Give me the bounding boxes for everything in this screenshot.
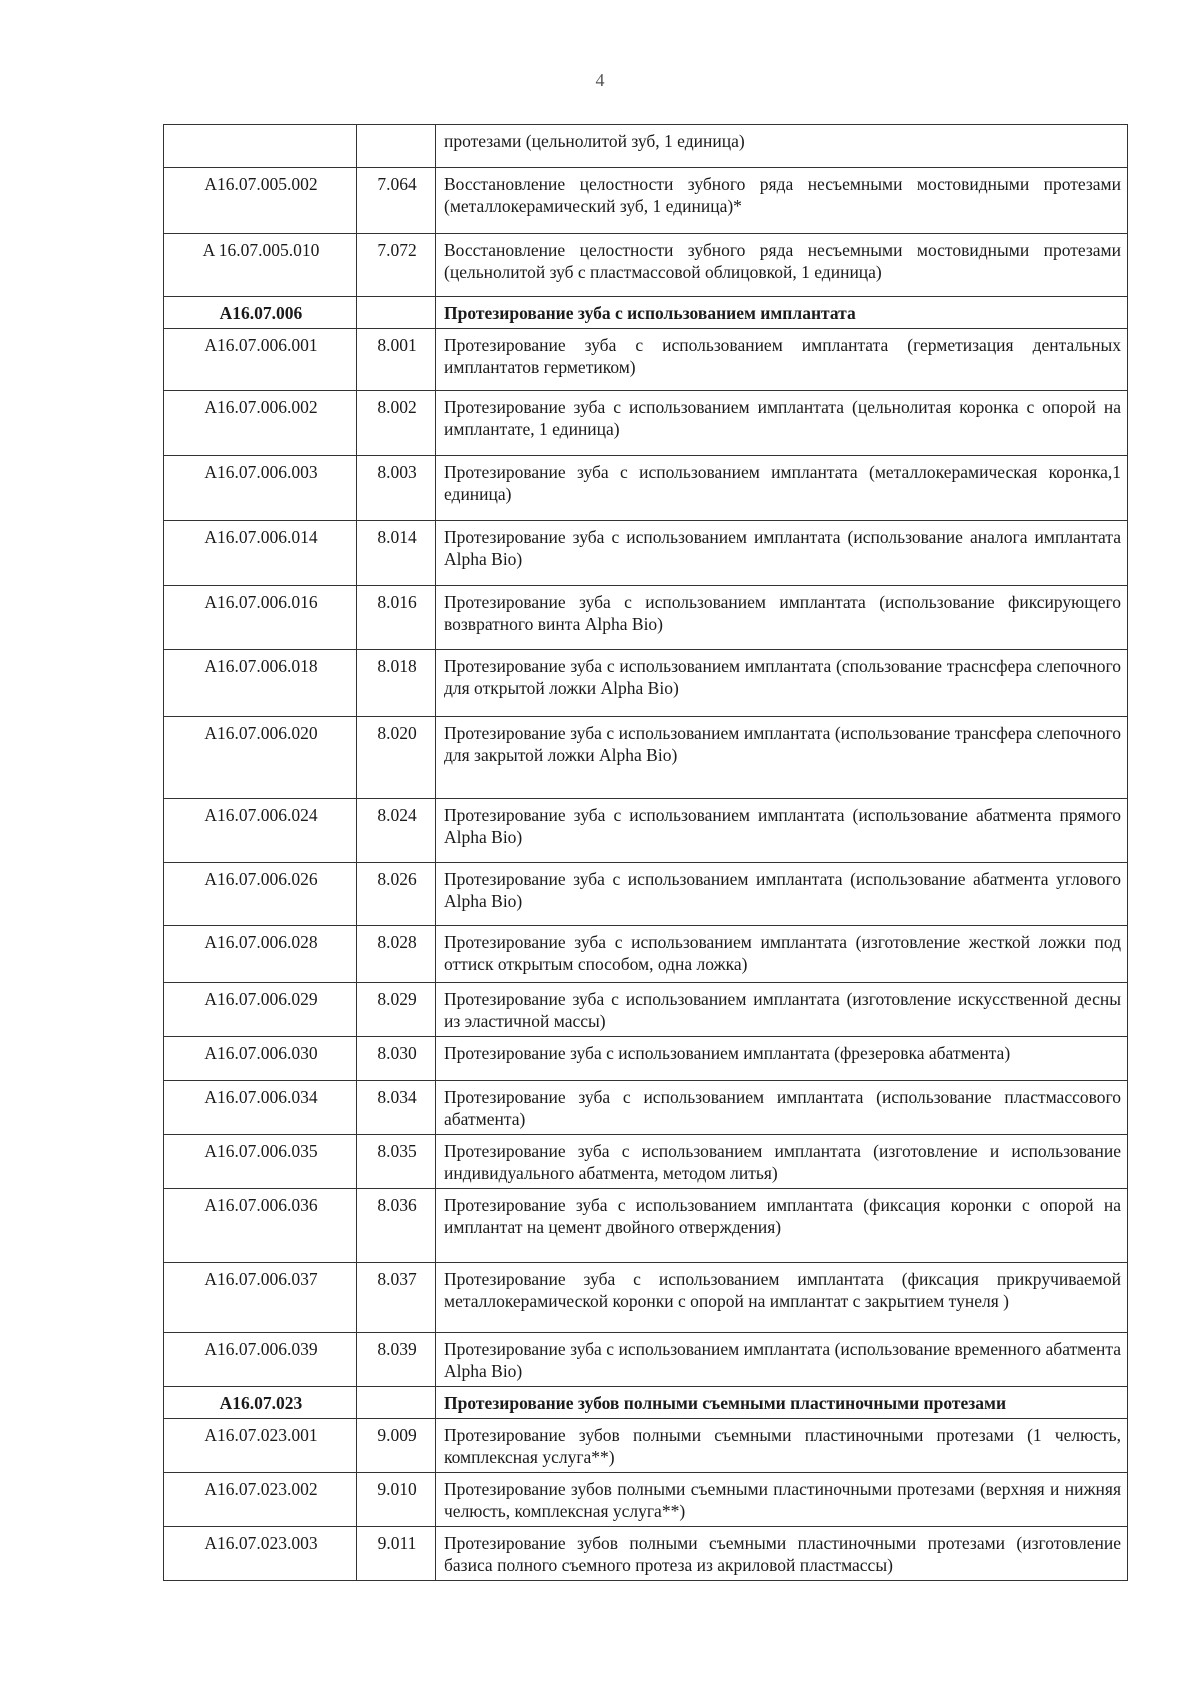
service-code-cell: A16.07.006.035 — [164, 1135, 357, 1189]
service-code-cell: A16.07.006.034 — [164, 1081, 357, 1135]
service-description-cell: Протезирование зуба с использованием имплантата (использование аналога имплантата Alpha Bio) — [436, 521, 1128, 586]
price-list-number-cell: 8.024 — [357, 799, 436, 863]
table-row — [164, 1037, 1128, 1081]
table-row — [164, 456, 1128, 521]
service-code-cell — [164, 125, 357, 168]
service-description-cell: Протезирование зуба с использованием имплантата (металлокерамическая коронка,1 единица) — [436, 456, 1128, 521]
section-header-row — [164, 297, 1128, 329]
table-row — [164, 234, 1128, 297]
service-description-cell: Протезирование зуба с использованием имплантата (использование пластмассового абатмента) — [436, 1081, 1128, 1135]
price-list-number-cell — [357, 1387, 436, 1419]
service-code-cell: A16.07.023.001 — [164, 1419, 357, 1473]
table-row — [164, 521, 1128, 586]
price-list-number-cell: 7.064 — [357, 168, 436, 234]
table-row — [164, 391, 1128, 456]
service-description-cell: Протезирование зуба с использованием имплантата (фиксация коронки с опорой на имплантат на цемент двойного отверждения) — [436, 1189, 1128, 1263]
table-row — [164, 1189, 1128, 1263]
table-row — [164, 926, 1128, 983]
price-list-number-cell: 8.034 — [357, 1081, 436, 1135]
table-row — [164, 329, 1128, 391]
price-list-number-cell: 8.020 — [357, 717, 436, 799]
service-code-cell: A16.07.006.036 — [164, 1189, 357, 1263]
service-code-cell: A16.07.006.037 — [164, 1263, 357, 1333]
price-list-number-cell: 9.010 — [357, 1473, 436, 1527]
service-code-cell: A16.07.006.016 — [164, 586, 357, 650]
service-description-cell: Протезирование зубов полными съемными пластиночными протезами (верхняя и нижняя челюсть, комплексная услуга**) — [436, 1473, 1128, 1527]
service-description-cell: Протезирование зуба с использованием имплантата (спользование траснсфера слепочного для открытой ложки Alpha Bio) — [436, 650, 1128, 717]
price-list-number-cell: 9.011 — [357, 1527, 436, 1581]
service-description-cell: Протезирование зуба с использованием имплантата (использование абатмента прямого Alpha Bio) — [436, 799, 1128, 863]
price-list-number-cell — [357, 297, 436, 329]
price-table — [163, 124, 1128, 1581]
table-row — [164, 863, 1128, 926]
table-row — [164, 168, 1128, 234]
service-code-cell: A16.07.006 — [164, 297, 357, 329]
table-row — [164, 650, 1128, 717]
service-code-cell: A16.07.006.020 — [164, 717, 357, 799]
service-description-cell: Протезирование зуба с использованием имплантата (использование временного абатмента Alpha Bio) — [436, 1333, 1128, 1387]
price-table-body — [164, 125, 1128, 1581]
price-list-number-cell: 8.037 — [357, 1263, 436, 1333]
price-list-number-cell: 8.003 — [357, 456, 436, 521]
service-description-cell: Протезирование зуба с использованием имплантата — [436, 297, 1128, 329]
service-code-cell: A16.07.006.014 — [164, 521, 357, 586]
price-list-number-cell: 8.018 — [357, 650, 436, 717]
table-row — [164, 586, 1128, 650]
service-description-cell: Протезирование зуба с использованием имплантата (герметизация дентальных имплантатов герметиком) — [436, 329, 1128, 391]
service-description-cell: Протезирование зуба с использованием имплантата (использование фиксирующего возвратного винта Alpha Bio) — [436, 586, 1128, 650]
table-row — [164, 1473, 1128, 1527]
service-description-cell: Протезирование зуба с использованием имплантата (фрезеровка абатмента) — [436, 1037, 1128, 1081]
price-list-number-cell: 8.028 — [357, 926, 436, 983]
service-code-cell: A16.07.006.001 — [164, 329, 357, 391]
service-description-cell: Протезирование зуба с использованием имплантата (использование трансфера слепочного для закрытой ложки Alpha Bio) — [436, 717, 1128, 799]
service-code-cell: A16.07.023.002 — [164, 1473, 357, 1527]
price-list-number-cell: 8.036 — [357, 1189, 436, 1263]
service-code-cell: A16.07.006.018 — [164, 650, 357, 717]
price-list-number-cell — [357, 125, 436, 168]
service-description-cell: Протезирование зубов полными съемными пластиночными протезами — [436, 1387, 1128, 1419]
service-description-cell: Восстановление целостности зубного ряда несъемными мостовидными протезами (цельнолитой зуб с пластмассовой облицовкой, 1 единица) — [436, 234, 1128, 297]
price-list-number-cell: 8.039 — [357, 1333, 436, 1387]
price-list-number-cell: 8.016 — [357, 586, 436, 650]
service-code-cell: A16.07.006.030 — [164, 1037, 357, 1081]
table-row — [164, 717, 1128, 799]
section-header-row — [164, 1387, 1128, 1419]
service-code-cell: A 16.07.005.010 — [164, 234, 357, 297]
table-row — [164, 1135, 1128, 1189]
service-code-cell: A16.07.006.029 — [164, 983, 357, 1037]
service-code-cell: A16.07.023 — [164, 1387, 357, 1419]
service-description-cell: Восстановление целостности зубного ряда несъемными мостовидными протезами (металлокерамический зуб, 1 единица)* — [436, 168, 1128, 234]
service-code-cell: A16.07.006.039 — [164, 1333, 357, 1387]
service-description-cell: Протезирование зубов полными съемными пластиночными протезами (изготовление базиса полного съемного протеза из акриловой пластмассы) — [436, 1527, 1128, 1581]
table-row — [164, 1263, 1128, 1333]
price-list-number-cell: 8.014 — [357, 521, 436, 586]
service-description-cell: Протезирование зуба с использованием имплантата (изготовление жесткой ложки под оттиск открытым способом, одна ложка) — [436, 926, 1128, 983]
price-list-number-cell: 8.029 — [357, 983, 436, 1037]
service-description-cell: Протезирование зубов полными съемными пластиночными протезами (1 челюсть, комплексная услуга**) — [436, 1419, 1128, 1473]
price-list-number-cell: 8.035 — [357, 1135, 436, 1189]
service-code-cell: A16.07.006.003 — [164, 456, 357, 521]
service-description-cell: Протезирование зуба с использованием имплантата (использование абатмента углового Alpha Bio) — [436, 863, 1128, 926]
service-code-cell: A16.07.006.026 — [164, 863, 357, 926]
table-row — [164, 799, 1128, 863]
service-code-cell: A16.07.005.002 — [164, 168, 357, 234]
table-row — [164, 1419, 1128, 1473]
price-list-number-cell: 8.002 — [357, 391, 436, 456]
table-row — [164, 1081, 1128, 1135]
service-description-cell: Протезирование зуба с использованием имплантата (фиксация прикручиваемой металлокерамической коронки с опорой на имплантат с закрытием тунеля ) — [436, 1263, 1128, 1333]
price-list-number-cell: 8.001 — [357, 329, 436, 391]
service-description-cell: протезами (цельнолитой зуб, 1 единица) — [436, 125, 1128, 168]
table-row — [164, 983, 1128, 1037]
service-code-cell: A16.07.006.024 — [164, 799, 357, 863]
service-code-cell: A16.07.006.002 — [164, 391, 357, 456]
table-row — [164, 125, 1128, 168]
price-list-number-cell: 9.009 — [357, 1419, 436, 1473]
page-number: 4 — [595, 70, 605, 90]
service-code-cell: A16.07.006.028 — [164, 926, 357, 983]
service-description-cell: Протезирование зуба с использованием имплантата (цельнолитая коронка с опорой на имплантате, 1 единица) — [436, 391, 1128, 456]
table-row — [164, 1333, 1128, 1387]
price-list-number-cell: 8.026 — [357, 863, 436, 926]
service-code-cell: A16.07.023.003 — [164, 1527, 357, 1581]
service-description-cell: Протезирование зуба с использованием имплантата (изготовление искусственной десны из эластичной массы) — [436, 983, 1128, 1037]
table-row — [164, 1527, 1128, 1581]
price-list-number-cell: 7.072 — [357, 234, 436, 297]
service-description-cell: Протезирование зуба с использованием имплантата (изготовление и использование индивидуального абатмента, методом литья) — [436, 1135, 1128, 1189]
price-list-number-cell: 8.030 — [357, 1037, 436, 1081]
